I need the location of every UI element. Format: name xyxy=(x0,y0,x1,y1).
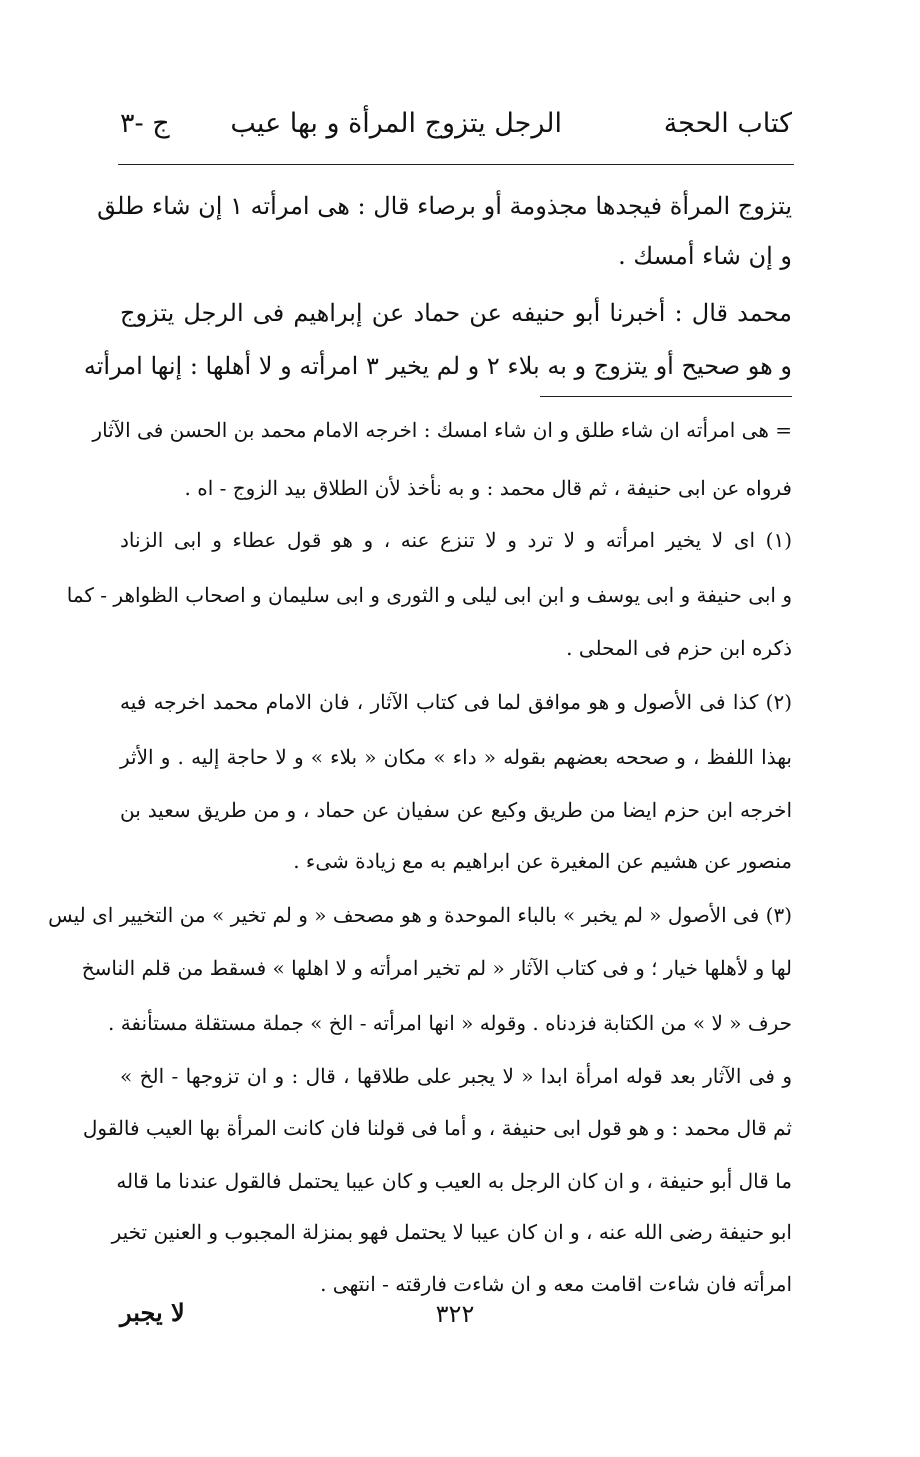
footnote-line: (۳) فى الأصول « لم يخبر » بالباء الموحدة و هو مصحف « و لم تخير » من التخيير اى ليس xyxy=(48,903,792,927)
header-rule xyxy=(118,164,794,165)
main-line: و إن شاء أمسك . xyxy=(618,242,792,270)
footnote-line: بهذا اللفظ ، و صححه بعضهم بقوله « داء » مكان « بلاء » و لا حاجة إليه . و الأثر xyxy=(120,745,792,769)
footnote-line: منصور عن هشيم عن المغيرة عن ابراهيم به مع زيادة شىء . xyxy=(293,849,792,873)
footnote-rule xyxy=(540,396,792,397)
header-chapter-title: الرجل يتزوج المرأة و بها عيب xyxy=(230,108,562,139)
footnote-line: ثم قال محمد : و هو قول ابى حنيفة ، و أما فى قولنا فان كانت المرأة بها العيب فالقول xyxy=(82,1116,792,1140)
footnote-line: فرواه عن ابى حنيفة ، ثم قال محمد : و به نأخذ لأن الطلاق بيد الزوج - اه . xyxy=(184,476,792,500)
footnote-line: و ابى حنيفة و ابى يوسف و ابن ابى ليلى و الثورى و ابى سليمان و اصحاب الظواهر - كما xyxy=(66,583,792,607)
footnote-line: (۲) كذا فى الأصول و هو موافق لما فى كتاب الآثار ، فان الامام محمد اخرجه فيه xyxy=(120,690,792,714)
header-book-title: كتاب الحجة xyxy=(663,108,792,139)
footnote-line: (۱) اى لا يخير امرأته و لا ترد و لا تنزع عنه ، و هو قول عطاء و ابى الزناد xyxy=(120,528,792,552)
footnote-line: اخرجه ابن حزم ايضا من طريق وكيع عن سفيان عن حماد ، و من طريق سعيد بن xyxy=(120,798,792,822)
footnote-line: ذكره ابن حزم فى المحلى . xyxy=(566,636,792,660)
footnote-line: ابو حنيفة رضى الله عنه ، و ان كان عيبا لا يحتمل فهو بمنزلة المجبوب و العنين تخير xyxy=(111,1220,792,1244)
catchword: لا يجبر xyxy=(120,1298,185,1327)
main-line: محمد قال : أخبرنا أبو حنيفه عن حماد عن إبراهيم فى الرجل يتزوج xyxy=(120,299,792,327)
page-number: ٣٢٢ xyxy=(435,1300,475,1328)
running-header xyxy=(120,108,792,154)
footnote-line: = هى امرأته ان شاء طلق و ان شاء امسك : اخرجه الامام محمد بن الحسن فى الآثار xyxy=(92,418,792,442)
footnote-line: و فى الآثار بعد قوله امرأة ابدا « لا يجبر على طلاقها ، قال : و ان تزوجها - الخ » xyxy=(120,1064,792,1088)
footnote-line: ما قال أبو حنيفة ، و ان كان الرجل به العيب و كان عيبا يحتمل فالقول عندنا ما قاله xyxy=(116,1169,792,1193)
header-volume: ج -٣ xyxy=(120,108,170,139)
main-line: يتزوج المرأة فيجدها مجذومة أو برصاء قال : هى امرأته ۱ إن شاء طلق xyxy=(97,192,792,220)
footnote-line: امرأته فان شاءت اقامت معه و ان شاءت فارقته - انتهى . xyxy=(320,1272,792,1296)
footnote-line: حرف « لا » من الكتابة فزدناه . وقوله « انها امرأته - الخ » جملة مستقلة مستأنفة . xyxy=(107,1011,792,1035)
main-line: و هو صحيح أو يتزوج و به بلاء ۲ و لم يخير ۳ امرأته و لا أهلها : إنها امرأته xyxy=(83,352,792,380)
footnote-line: لها و لأهلها خيار ؛ و فى كتاب الآثار « لم تخير امرأته و لا اهلها » فسقط من قلم الناسخ xyxy=(81,956,792,980)
